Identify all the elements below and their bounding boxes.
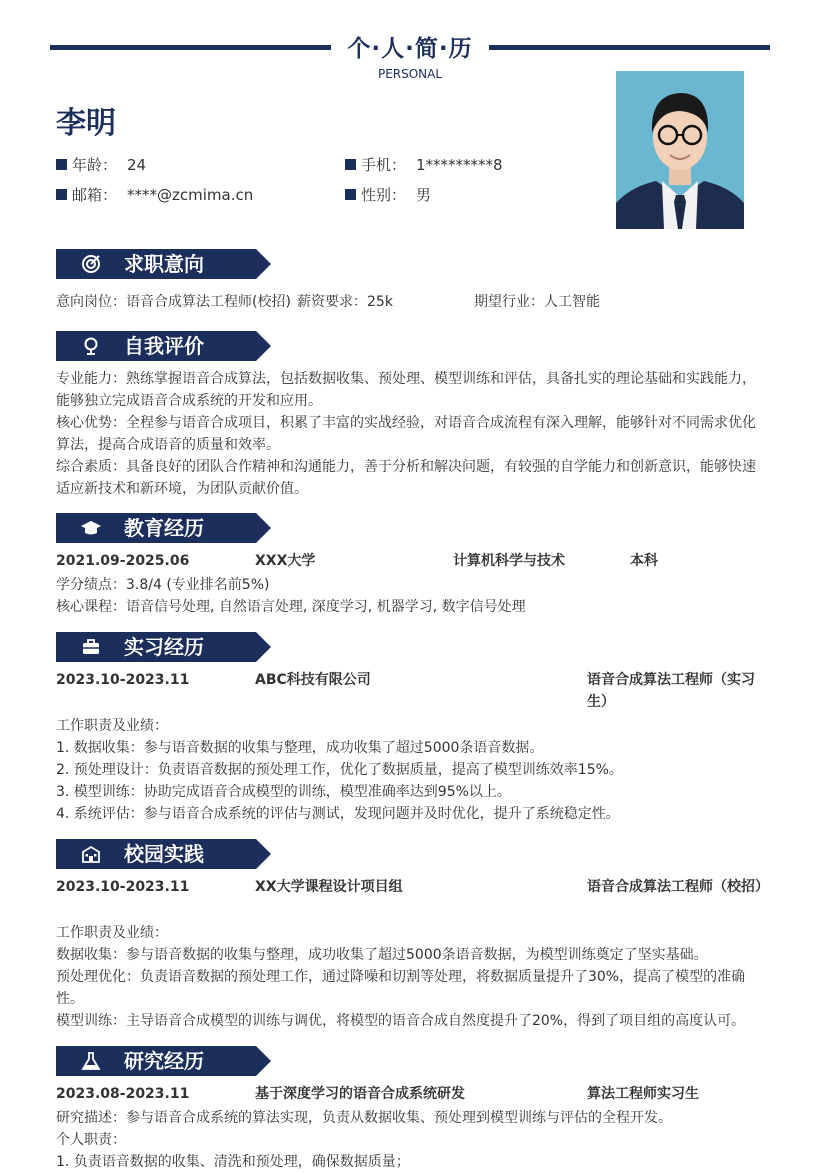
campus-role: 语音合成算法工程师（校招）: [587, 879, 769, 895]
research-duty-item: 1. 负责语音数据的收集、清洗和预处理，确保数据质量；: [56, 1154, 410, 1170]
campus-label: 工作职责及业绩：: [56, 925, 168, 941]
internship-label: 工作职责及业绩：: [56, 718, 168, 734]
section-title: 研究经历: [124, 1049, 204, 1073]
email-row: [56, 184, 253, 205]
intention-position: 意向岗位：语音合成算法工程师(校招): [56, 294, 291, 310]
research-description: 研究描述：参与语音合成系统的算法实现，负责从数据收集、预处理到模型训练与评估的全程开发。: [56, 1110, 672, 1126]
self-eval-paragraph: 综合素质：具备良好的团队合作精神和沟通能力，善于分析和解决问题，有较强的自学能力和创新意识，能够快速适应新技术和新环境，为团队贡献价值。: [56, 459, 756, 497]
research-project: 基于深度学习的语音合成系统研发: [255, 1086, 465, 1102]
school-building-icon: [80, 844, 102, 864]
briefcase-icon: [80, 637, 102, 657]
avatar-photo: [616, 71, 744, 229]
bullet-square-icon: [345, 159, 356, 170]
section-title: 自我评价: [124, 334, 204, 358]
education-major: 计算机科学与技术: [453, 553, 565, 569]
section-header-intention: [56, 249, 271, 279]
section-header-self-eval: [56, 331, 271, 361]
section-title: 教育经历: [124, 516, 204, 540]
resume-subtitle: PERSONAL: [377, 67, 443, 81]
bullet-square-icon: [56, 159, 67, 170]
flask-icon: [80, 1051, 102, 1071]
internship-role: 语音合成算法工程师（实习生）: [587, 672, 755, 710]
internship-item: 2. 预处理设计：负责语音数据的预处理工作，优化了数据质量，提高了模型训练效率15%。: [56, 762, 623, 778]
research-role: 算法工程师实习生: [587, 1086, 699, 1102]
gender-value: 男: [416, 186, 432, 204]
campus-item: 数据收集：参与语音数据的收集与整理，成功收集了超过5000条语音数据，为模型训练奠定了坚实基础。: [56, 947, 708, 963]
section-title: 求职意向: [124, 252, 204, 276]
internship-item: 3. 模型训练：协助完成语音合成模型的训练，模型准确率达到95%以上。: [56, 784, 511, 800]
phone-label: 手机：: [361, 156, 407, 174]
education-gpa: 学分绩点：3.8/4 (专业排名前5%): [56, 577, 270, 593]
gender-row: [345, 184, 431, 205]
internship-company: ABC科技有限公司: [255, 672, 371, 688]
internship-item: 1. 数据收集：参与语音数据的收集与整理，成功收集了超过5000条语音数据。: [56, 740, 544, 756]
internship-date: 2023.10-2023.11: [56, 672, 190, 688]
age-row: [56, 154, 146, 175]
education-courses: 核心课程：语音信号处理, 自然语言处理, 深度学习, 机器学习, 数字信号处理: [56, 599, 526, 615]
bullet-square-icon: [345, 189, 356, 200]
section-header-internship: [56, 632, 271, 662]
email-label: 邮箱：: [72, 186, 118, 204]
section-header-education: [56, 513, 271, 543]
resume-title: 个·人·简·历: [347, 36, 473, 62]
email-value: ****@zcmima.cn: [127, 186, 254, 204]
age-value: 24: [127, 156, 147, 174]
section-title: 实习经历: [124, 635, 204, 659]
target-icon: [80, 254, 102, 274]
research-date: 2023.08-2023.11: [56, 1086, 190, 1102]
internship-item: 4. 系统评估：参与语音合成系统的评估与测试，发现问题并及时优化，提升了系统稳定性。: [56, 806, 620, 822]
phone-row: [345, 154, 503, 175]
gender-label: 性别：: [361, 186, 407, 204]
education-date: 2021.09-2025.06: [56, 553, 190, 569]
section-header-research: [56, 1046, 271, 1076]
campus-org: XX大学课程设计项目组: [255, 879, 403, 895]
self-eval-paragraph: 专业能力：熟练掌握语音合成算法，包括数据收集、预处理、模型训练和评估，具备扎实的理论基础和实践能力，能够独立完成语音合成系统的开发和应用。: [56, 371, 756, 409]
intention-industry: 期望行业：人工智能: [474, 294, 600, 310]
lightbulb-icon: [80, 336, 102, 356]
bullet-square-icon: [56, 189, 67, 200]
section-title: 校园实践: [124, 842, 204, 866]
graduation-cap-icon: [80, 518, 102, 538]
self-eval-paragraph: 核心优势：全程参与语音合成项目，积累了丰富的实战经验，对语音合成流程有深入理解，能够针对不同需求优化算法，提高合成语音的质量和效率。: [56, 415, 756, 453]
campus-item: 模型训练：主导语音合成模型的训练与调优，将模型的语音合成自然度提升了20%，得到了项目组的高度认可。: [56, 1013, 746, 1029]
phone-value: 1*********8: [416, 156, 503, 174]
section-header-campus: [56, 839, 271, 869]
education-degree: 本科: [630, 553, 658, 569]
campus-date: 2023.10-2023.11: [56, 879, 190, 895]
education-school: XXX大学: [255, 553, 316, 569]
candidate-name: 李明: [56, 106, 116, 141]
campus-item: 预处理优化：负责语音数据的预处理工作，通过降噪和切割等处理，将数据质量提升了30%，提高了模型的准确性。: [56, 969, 746, 1007]
age-label: 年龄：: [72, 156, 118, 174]
intention-salary: 薪资要求：25k: [297, 294, 393, 310]
research-duty-label: 个人职责：: [56, 1132, 126, 1148]
